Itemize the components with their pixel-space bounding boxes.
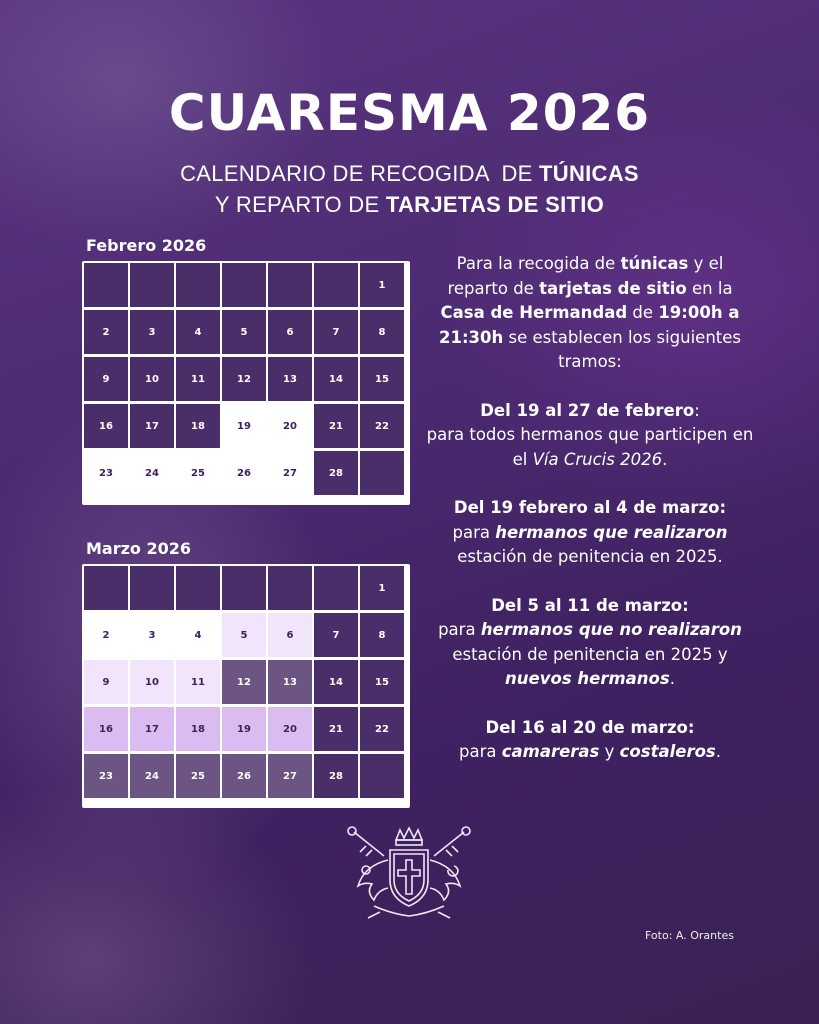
info-text-segment: tarjetas de sitio — [539, 278, 687, 298]
info-text-segment: para — [452, 522, 496, 542]
calendar-label-february: Febrero 2026 — [86, 236, 207, 255]
info-text-segment: estación de penitencia en 2025 y — [452, 644, 728, 664]
info-text-segment: nuevos hermanos — [505, 669, 670, 688]
subtitle-line-1-text: CALENDARIO DE RECOGIDA DE — [180, 161, 540, 186]
calendar-empty-cell — [176, 263, 220, 307]
calendar-day: 13 — [268, 357, 312, 401]
info-text-segment: Para la recogida de — [456, 254, 621, 273]
subtitle-line-1 — [0, 158, 819, 189]
info-text-segment: Casa de Hermandad — [440, 303, 628, 322]
calendar-day: 19 — [222, 707, 266, 751]
calendar-day: 28 — [314, 754, 358, 798]
calendar-day: 21 — [314, 707, 358, 751]
info-text-segment: : — [694, 400, 700, 420]
calendar-day: 15 — [360, 357, 404, 401]
calendar-day: 18 — [176, 404, 220, 448]
tramo-paragraph — [425, 496, 755, 570]
calendar-empty-cell — [222, 566, 266, 610]
calendar-day: 18 — [176, 707, 220, 751]
info-text-segment: Del 16 al 20 de marzo: — [485, 717, 695, 737]
page-title: CUARESMA 2026 — [168, 84, 651, 142]
calendar-day: 14 — [314, 357, 358, 401]
info-text-segment: Del 19 al 27 de febrero — [480, 400, 695, 420]
subtitle-line-1-bold: TÚNICAS — [539, 161, 639, 186]
info-text-segment: para todos hermanos que participen en el — [426, 425, 754, 469]
calendar-day: 16 — [84, 404, 128, 448]
calendar-day: 7 — [314, 613, 358, 657]
calendar-day: 28 — [314, 451, 358, 495]
calendar-day: 17 — [130, 404, 174, 448]
info-text-segment: de — [627, 303, 659, 322]
calendar-empty-cell — [176, 566, 220, 610]
tramo-paragraph — [425, 716, 755, 765]
info-text-segment: camareras — [501, 742, 600, 761]
subtitle-line-2-bold: TARJETAS DE SITIO — [385, 192, 605, 217]
calendar-day: 11 — [176, 357, 220, 401]
calendar-day: 25 — [176, 754, 220, 798]
info-intro — [425, 252, 755, 375]
info-text-segment: Del 5 al 11 de marzo: — [491, 595, 689, 615]
subtitle-line-2-text: Y REPARTO DE — [214, 192, 386, 217]
calendar-empty-cell — [268, 566, 312, 610]
calendar-day: 9 — [84, 660, 128, 704]
calendar-day: 4 — [176, 310, 220, 354]
calendar-empty-cell — [130, 263, 174, 307]
tramo-paragraph — [425, 594, 755, 692]
calendar-day: 1 — [360, 566, 404, 610]
calendar-day: 11 — [176, 660, 220, 704]
calendar-day: 3 — [130, 613, 174, 657]
calendar-day: 24 — [130, 451, 174, 495]
calendar-label-march: Marzo 2026 — [86, 539, 192, 558]
info-text-segment: 19:00h a 21:30h — [438, 303, 740, 347]
calendar-day: 13 — [268, 660, 312, 704]
calendar-empty-cell — [222, 263, 266, 307]
calendar-day: 26 — [222, 451, 266, 495]
calendar-day: 17 — [130, 707, 174, 751]
calendar-day: 9 — [84, 357, 128, 401]
calendar-empty-cell — [130, 566, 174, 610]
calendar-day: 15 — [360, 660, 404, 704]
calendar-day: 6 — [268, 613, 312, 657]
info-text-segment: . — [715, 742, 722, 761]
info-text-segment: costaleros — [619, 742, 716, 761]
calendar-day: 5 — [222, 310, 266, 354]
calendar-day: 27 — [268, 754, 312, 798]
calendar-day: 10 — [130, 357, 174, 401]
calendar-day: 22 — [360, 707, 404, 751]
info-text-segment: en la — [686, 278, 733, 298]
calendar-day: 1 — [360, 263, 404, 307]
info-text-segment: . — [669, 669, 675, 688]
calendar-day: 27 — [268, 451, 312, 495]
calendar-empty-cell — [360, 754, 404, 798]
calendar-day: 12 — [222, 660, 266, 704]
calendar-day: 25 — [176, 451, 220, 495]
calendar-day: 2 — [84, 613, 128, 657]
calendar-day: 22 — [360, 404, 404, 448]
info-text-segment: . — [662, 449, 668, 469]
calendar-day: 10 — [130, 660, 174, 704]
info-tramos — [425, 399, 755, 765]
calendar-day: 23 — [84, 451, 128, 495]
info-text-segment: para — [438, 620, 481, 639]
calendar-empty-cell — [360, 451, 404, 495]
subtitle-line-2 — [0, 189, 819, 220]
info-text-segment: Vía Crucis 2026 — [532, 449, 663, 469]
calendar-day: 24 — [130, 754, 174, 798]
calendar-day: 8 — [360, 310, 404, 354]
calendar-day: 7 — [314, 310, 358, 354]
calendar-day: 21 — [314, 404, 358, 448]
calendar-day: 26 — [222, 754, 266, 798]
calendar-day: 4 — [176, 613, 220, 657]
calendar-day: 6 — [268, 310, 312, 354]
calendar-empty-cell — [314, 263, 358, 307]
calendar-march — [82, 564, 410, 808]
info-text-segment: túnicas — [620, 254, 689, 273]
info-text-segment: y — [599, 742, 620, 761]
info-text — [425, 252, 755, 789]
tramo-paragraph — [425, 399, 755, 473]
calendar-day: 20 — [268, 707, 312, 751]
info-text-segment: hermanos que no realizaron — [480, 620, 742, 639]
calendar-day: 19 — [222, 404, 266, 448]
calendar-day: 3 — [130, 310, 174, 354]
calendar-day: 2 — [84, 310, 128, 354]
info-text-segment: hermanos que realizaron — [495, 522, 728, 542]
calendar-empty-cell — [84, 263, 128, 307]
calendar-day: 12 — [222, 357, 266, 401]
info-text-segment: Del 19 febrero al 4 de marzo: — [453, 498, 727, 517]
info-text-segment: y el reparto de — [447, 254, 724, 298]
calendar-empty-cell — [314, 566, 358, 610]
calendar-day: 23 — [84, 754, 128, 798]
brotherhood-crest-icon — [344, 826, 474, 926]
info-text-segment: se establecen los siguientes tramos: — [503, 327, 742, 371]
subtitle — [0, 158, 819, 220]
calendar-day: 8 — [360, 613, 404, 657]
calendar-empty-cell — [268, 263, 312, 307]
photo-credit: Foto: A. Orantes — [645, 929, 734, 942]
calendar-empty-cell — [84, 566, 128, 610]
calendar-day: 16 — [84, 707, 128, 751]
info-text-segment: para — [458, 742, 502, 761]
calendar-day: 5 — [222, 613, 266, 657]
info-text-segment: estación de penitencia en 2025. — [457, 547, 723, 566]
calendar-day: 14 — [314, 660, 358, 704]
calendar-day: 20 — [268, 404, 312, 448]
calendar-february — [82, 261, 410, 505]
